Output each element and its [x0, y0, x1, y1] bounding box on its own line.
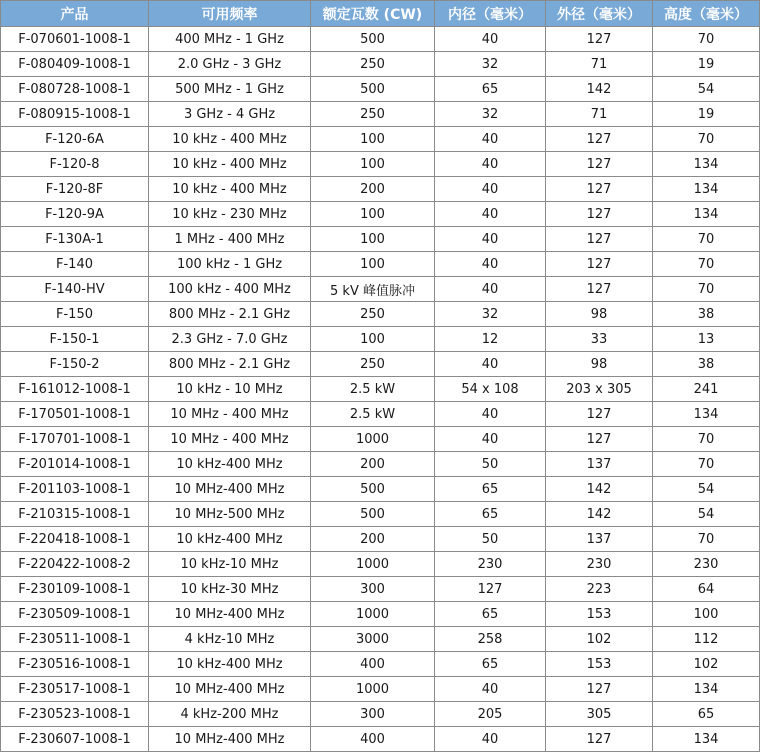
height-cell: 65 — [653, 702, 760, 727]
rated-power-cell: 500 — [311, 27, 435, 52]
table-row — [1, 502, 760, 527]
frequency-cell: 10 MHz - 400 MHz — [149, 427, 311, 452]
product-cell: F-120-6A — [1, 127, 149, 152]
rated-power-cell: 300 — [311, 577, 435, 602]
table-row — [1, 177, 760, 202]
inner-diameter-cell: 40 — [435, 127, 546, 152]
outer-diameter-cell: 71 — [546, 52, 653, 77]
table-row — [1, 702, 760, 727]
outer-diameter-cell: 127 — [546, 277, 653, 302]
inner-diameter-cell: 258 — [435, 627, 546, 652]
inner-diameter-cell: 40 — [435, 177, 546, 202]
frequency-cell: 10 MHz - 400 MHz — [149, 402, 311, 427]
rated-power-cell: 1000 — [311, 677, 435, 702]
product-cell: F-170701-1008-1 — [1, 427, 149, 452]
product-cell: F-120-8F — [1, 177, 149, 202]
height-cell: 70 — [653, 452, 760, 477]
frequency-cell: 10 MHz-500 MHz — [149, 502, 311, 527]
frequency-cell: 100 kHz - 400 MHz — [149, 277, 311, 302]
table-row — [1, 727, 760, 752]
inner-diameter-cell: 40 — [435, 202, 546, 227]
table-row — [1, 152, 760, 177]
height-cell: 70 — [653, 527, 760, 552]
outer-diameter-cell: 98 — [546, 352, 653, 377]
rated-power-cell: 2.5 kW — [311, 377, 435, 402]
inner-diameter-cell: 54 x 108 — [435, 377, 546, 402]
column-header-rated-power: 额定瓦数 (CW) — [311, 1, 435, 27]
inner-diameter-cell: 32 — [435, 52, 546, 77]
column-header-outer-diameter: 外径（毫米） — [546, 1, 653, 27]
outer-diameter-cell: 137 — [546, 452, 653, 477]
frequency-cell: 1 MHz - 400 MHz — [149, 227, 311, 252]
inner-diameter-cell: 40 — [435, 727, 546, 752]
outer-diameter-cell: 142 — [546, 477, 653, 502]
rated-power-cell: 200 — [311, 177, 435, 202]
product-cell: F-230517-1008-1 — [1, 677, 149, 702]
inner-diameter-cell: 40 — [435, 27, 546, 52]
frequency-cell: 800 MHz - 2.1 GHz — [149, 302, 311, 327]
product-cell: F-201103-1008-1 — [1, 477, 149, 502]
product-cell: F-120-9A — [1, 202, 149, 227]
outer-diameter-cell: 127 — [546, 177, 653, 202]
frequency-cell: 10 kHz-30 MHz — [149, 577, 311, 602]
rated-power-cell: 200 — [311, 527, 435, 552]
rated-power-cell: 2.5 kW — [311, 402, 435, 427]
table-row — [1, 252, 760, 277]
table-row — [1, 452, 760, 477]
table-row — [1, 327, 760, 352]
product-cell: F-230109-1008-1 — [1, 577, 149, 602]
rated-power-cell: 100 — [311, 152, 435, 177]
frequency-cell: 400 MHz - 1 GHz — [149, 27, 311, 52]
frequency-cell: 10 MHz-400 MHz — [149, 477, 311, 502]
inner-diameter-cell: 40 — [435, 227, 546, 252]
inner-diameter-cell: 32 — [435, 102, 546, 127]
table-row — [1, 277, 760, 302]
frequency-cell: 10 kHz - 10 MHz — [149, 377, 311, 402]
outer-diameter-cell: 203 x 305 — [546, 377, 653, 402]
product-cell: F-230516-1008-1 — [1, 652, 149, 677]
frequency-cell: 2.3 GHz - 7.0 GHz — [149, 327, 311, 352]
frequency-cell: 10 MHz-400 MHz — [149, 677, 311, 702]
table-row — [1, 527, 760, 552]
product-cell: F-230523-1008-1 — [1, 702, 149, 727]
table-row — [1, 227, 760, 252]
height-cell: 134 — [653, 402, 760, 427]
table-row — [1, 677, 760, 702]
outer-diameter-cell: 127 — [546, 677, 653, 702]
outer-diameter-cell: 223 — [546, 577, 653, 602]
inner-diameter-cell: 50 — [435, 452, 546, 477]
product-cell: F-230607-1008-1 — [1, 727, 149, 752]
frequency-cell: 10 kHz - 230 MHz — [149, 202, 311, 227]
outer-diameter-cell: 98 — [546, 302, 653, 327]
table-body — [1, 27, 760, 752]
product-cell: F-220422-1008-2 — [1, 552, 149, 577]
inner-diameter-cell: 40 — [435, 402, 546, 427]
rated-power-cell: 5 kV 峰值脉冲 — [311, 277, 435, 302]
outer-diameter-cell: 305 — [546, 702, 653, 727]
rated-power-cell: 250 — [311, 102, 435, 127]
height-cell: 70 — [653, 227, 760, 252]
height-cell: 70 — [653, 127, 760, 152]
height-cell: 19 — [653, 102, 760, 127]
outer-diameter-cell: 127 — [546, 227, 653, 252]
product-cell: F-230509-1008-1 — [1, 602, 149, 627]
product-cell: F-150-2 — [1, 352, 149, 377]
outer-diameter-cell: 102 — [546, 627, 653, 652]
product-cell: F-080915-1008-1 — [1, 102, 149, 127]
rated-power-cell: 250 — [311, 352, 435, 377]
rated-power-cell: 250 — [311, 302, 435, 327]
product-cell: F-070601-1008-1 — [1, 27, 149, 52]
inner-diameter-cell: 50 — [435, 527, 546, 552]
product-cell: F-201014-1008-1 — [1, 452, 149, 477]
product-cell: F-230511-1008-1 — [1, 627, 149, 652]
rated-power-cell: 300 — [311, 702, 435, 727]
inner-diameter-cell: 205 — [435, 702, 546, 727]
outer-diameter-cell: 71 — [546, 102, 653, 127]
frequency-cell: 10 kHz-400 MHz — [149, 652, 311, 677]
height-cell: 134 — [653, 727, 760, 752]
frequency-cell: 500 MHz - 1 GHz — [149, 77, 311, 102]
outer-diameter-cell: 153 — [546, 652, 653, 677]
height-cell: 64 — [653, 577, 760, 602]
table-row — [1, 602, 760, 627]
frequency-cell: 10 kHz - 400 MHz — [149, 177, 311, 202]
outer-diameter-cell: 127 — [546, 727, 653, 752]
product-cell: F-150 — [1, 302, 149, 327]
inner-diameter-cell: 65 — [435, 477, 546, 502]
height-cell: 54 — [653, 477, 760, 502]
outer-diameter-cell: 142 — [546, 502, 653, 527]
table-row — [1, 77, 760, 102]
frequency-cell: 4 kHz-200 MHz — [149, 702, 311, 727]
rated-power-cell: 500 — [311, 502, 435, 527]
outer-diameter-cell: 230 — [546, 552, 653, 577]
frequency-cell: 3 GHz - 4 GHz — [149, 102, 311, 127]
inner-diameter-cell: 65 — [435, 502, 546, 527]
height-cell: 19 — [653, 52, 760, 77]
height-cell: 230 — [653, 552, 760, 577]
product-cell: F-080728-1008-1 — [1, 77, 149, 102]
frequency-cell: 10 kHz - 400 MHz — [149, 127, 311, 152]
rated-power-cell: 1000 — [311, 602, 435, 627]
table-row — [1, 352, 760, 377]
inner-diameter-cell: 127 — [435, 577, 546, 602]
product-cell: F-130A-1 — [1, 227, 149, 252]
height-cell: 241 — [653, 377, 760, 402]
rated-power-cell: 3000 — [311, 627, 435, 652]
inner-diameter-cell: 32 — [435, 302, 546, 327]
outer-diameter-cell: 33 — [546, 327, 653, 352]
product-cell: F-140-HV — [1, 277, 149, 302]
inner-diameter-cell: 40 — [435, 252, 546, 277]
height-cell: 134 — [653, 677, 760, 702]
rated-power-cell: 100 — [311, 127, 435, 152]
frequency-cell: 100 kHz - 1 GHz — [149, 252, 311, 277]
rated-power-cell: 100 — [311, 202, 435, 227]
outer-diameter-cell: 127 — [546, 202, 653, 227]
rated-power-cell: 400 — [311, 727, 435, 752]
frequency-cell: 2.0 GHz - 3 GHz — [149, 52, 311, 77]
product-cell: F-161012-1008-1 — [1, 377, 149, 402]
rated-power-cell: 100 — [311, 252, 435, 277]
outer-diameter-cell: 153 — [546, 602, 653, 627]
rated-power-cell: 100 — [311, 327, 435, 352]
height-cell: 134 — [653, 152, 760, 177]
product-cell: F-210315-1008-1 — [1, 502, 149, 527]
outer-diameter-cell: 127 — [546, 427, 653, 452]
rated-power-cell: 1000 — [311, 427, 435, 452]
table-row — [1, 102, 760, 127]
height-cell: 134 — [653, 177, 760, 202]
product-cell: F-120-8 — [1, 152, 149, 177]
inner-diameter-cell: 12 — [435, 327, 546, 352]
header-row — [1, 1, 760, 27]
frequency-cell: 10 kHz-400 MHz — [149, 452, 311, 477]
table-row — [1, 52, 760, 77]
outer-diameter-cell: 127 — [546, 152, 653, 177]
inner-diameter-cell: 65 — [435, 602, 546, 627]
frequency-cell: 10 kHz-400 MHz — [149, 527, 311, 552]
inner-diameter-cell: 65 — [435, 652, 546, 677]
table-row — [1, 302, 760, 327]
column-header-product: 产品 — [1, 1, 149, 27]
product-cell: F-170501-1008-1 — [1, 402, 149, 427]
inner-diameter-cell: 40 — [435, 277, 546, 302]
table-row — [1, 127, 760, 152]
outer-diameter-cell: 142 — [546, 77, 653, 102]
inner-diameter-cell: 40 — [435, 427, 546, 452]
column-header-inner-diameter: 内径（毫米） — [435, 1, 546, 27]
height-cell: 100 — [653, 602, 760, 627]
height-cell: 70 — [653, 252, 760, 277]
table-row — [1, 377, 760, 402]
table-row — [1, 577, 760, 602]
column-header-frequency: 可用频率 — [149, 1, 311, 27]
height-cell: 54 — [653, 77, 760, 102]
rated-power-cell: 250 — [311, 52, 435, 77]
product-cell: F-140 — [1, 252, 149, 277]
table-row — [1, 477, 760, 502]
rated-power-cell: 500 — [311, 477, 435, 502]
table-row — [1, 627, 760, 652]
rated-power-cell: 1000 — [311, 552, 435, 577]
rated-power-cell: 200 — [311, 452, 435, 477]
rated-power-cell: 500 — [311, 77, 435, 102]
outer-diameter-cell: 127 — [546, 27, 653, 52]
height-cell: 38 — [653, 302, 760, 327]
frequency-cell: 10 MHz-400 MHz — [149, 727, 311, 752]
table-row — [1, 552, 760, 577]
frequency-cell: 10 kHz-10 MHz — [149, 552, 311, 577]
table-row — [1, 202, 760, 227]
table-row — [1, 427, 760, 452]
inner-diameter-cell: 40 — [435, 677, 546, 702]
height-cell: 38 — [653, 352, 760, 377]
product-cell: F-080409-1008-1 — [1, 52, 149, 77]
height-cell: 70 — [653, 277, 760, 302]
table-row — [1, 402, 760, 427]
rated-power-cell: 100 — [311, 227, 435, 252]
height-cell: 54 — [653, 502, 760, 527]
product-cell: F-150-1 — [1, 327, 149, 352]
table-row — [1, 27, 760, 52]
frequency-cell: 800 MHz - 2.1 GHz — [149, 352, 311, 377]
column-header-height: 高度（毫米） — [653, 1, 760, 27]
outer-diameter-cell: 137 — [546, 527, 653, 552]
frequency-cell: 10 MHz-400 MHz — [149, 602, 311, 627]
inner-diameter-cell: 40 — [435, 352, 546, 377]
outer-diameter-cell: 127 — [546, 252, 653, 277]
inner-diameter-cell: 65 — [435, 77, 546, 102]
inner-diameter-cell: 230 — [435, 552, 546, 577]
frequency-cell: 4 kHz-10 MHz — [149, 627, 311, 652]
height-cell: 134 — [653, 202, 760, 227]
height-cell: 112 — [653, 627, 760, 652]
height-cell: 70 — [653, 427, 760, 452]
inner-diameter-cell: 40 — [435, 152, 546, 177]
height-cell: 102 — [653, 652, 760, 677]
height-cell: 13 — [653, 327, 760, 352]
height-cell: 70 — [653, 27, 760, 52]
frequency-cell: 10 kHz - 400 MHz — [149, 152, 311, 177]
table-header — [1, 1, 760, 27]
rated-power-cell: 400 — [311, 652, 435, 677]
table-row — [1, 652, 760, 677]
product-cell: F-220418-1008-1 — [1, 527, 149, 552]
outer-diameter-cell: 127 — [546, 402, 653, 427]
outer-diameter-cell: 127 — [546, 127, 653, 152]
